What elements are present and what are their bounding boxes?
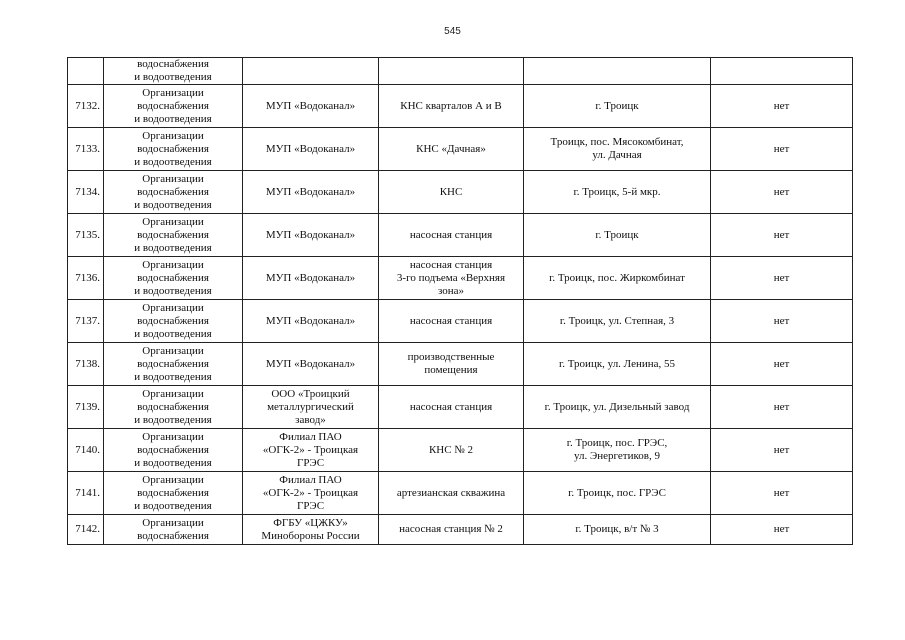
cell-text-line: МУП «Водоканал»	[265, 228, 356, 241]
owner-cell	[243, 429, 379, 472]
row-number-cell: 7136.	[68, 257, 104, 300]
cell-text-line: КНС	[439, 185, 463, 198]
cell-text-line: 3-го подъема «Верхняя	[396, 271, 506, 284]
value-cell: нет	[711, 343, 853, 386]
cell-text-line: Организации	[142, 172, 204, 185]
cell-text-line: водоснабжения	[137, 486, 209, 499]
cell-text-line: водоснабжения	[137, 99, 209, 112]
cell-text-line: водоснабжения	[137, 400, 209, 413]
row-number-cell: 7140.	[68, 429, 104, 472]
address-cell	[524, 128, 711, 171]
table-row	[68, 85, 853, 128]
owner-cell	[243, 515, 379, 545]
object-cell	[379, 214, 524, 257]
address-cell	[524, 85, 711, 128]
value-cell: нет	[711, 515, 853, 545]
cell-text-line: г. Троицк	[595, 228, 639, 241]
category-cell	[104, 171, 243, 214]
cell-text-line: Троицк, пос. Мясокомбинат,	[550, 136, 684, 148]
cell-text-line: ГРЭС	[296, 499, 325, 512]
cell-text-line: водоснабжения	[137, 185, 209, 198]
address-cell	[524, 58, 711, 85]
cell-text-line: ООО «Троицкий	[271, 387, 350, 400]
owner-cell	[243, 58, 379, 85]
cell-text-line: водоснабжения	[137, 529, 209, 542]
value-cell: нет	[711, 128, 853, 171]
row-number-cell: 7137.	[68, 300, 104, 343]
cell-text-line: Организации	[142, 516, 204, 529]
cell-text-line: и водоотведения	[134, 413, 212, 426]
owner-cell	[243, 343, 379, 386]
address-cell	[524, 171, 711, 214]
address-cell	[524, 386, 711, 429]
row-number-cell: 7135.	[68, 214, 104, 257]
category-cell	[104, 386, 243, 429]
cell-text-line: Минобороны России	[261, 529, 360, 542]
table-row	[68, 128, 853, 171]
cell-text-line: и водоотведения	[134, 284, 212, 297]
category-cell	[104, 429, 243, 472]
object-cell	[379, 515, 524, 545]
cell-text-line: МУП «Водоканал»	[265, 142, 356, 155]
value-cell: нет	[711, 214, 853, 257]
cell-text-line: помещения	[424, 364, 478, 376]
address-cell	[524, 472, 711, 515]
row-number-cell: 7134.	[68, 171, 104, 214]
cell-text-line: г. Троицк, ул. Ленина, 55	[558, 357, 675, 370]
cell-text-line: и водоотведения	[134, 71, 212, 83]
object-cell	[379, 85, 524, 128]
cell-text-line: зона»	[437, 284, 465, 297]
cell-text-line: водоснабжения	[137, 58, 209, 70]
owner-cell	[243, 171, 379, 214]
cell-text-line: МУП «Водоканал»	[265, 314, 356, 327]
cell-text-line: г. Троицк, пос. Жиркомбинат	[549, 271, 685, 284]
cell-text-line: ул. Энергетиков, 9	[574, 450, 660, 462]
object-cell	[379, 300, 524, 343]
object-cell	[379, 257, 524, 300]
cell-text-line: КНС № 2	[428, 443, 474, 456]
value-cell: нет	[711, 472, 853, 515]
row-number-cell: 7141.	[68, 472, 104, 515]
table-row	[68, 214, 853, 257]
value-cell: нет	[711, 429, 853, 472]
value-cell: нет	[711, 300, 853, 343]
owner-cell	[243, 214, 379, 257]
cell-text-line: Организации	[142, 258, 204, 271]
cell-text-line: Организации	[142, 473, 204, 486]
cell-text-line: насосная станция	[409, 228, 493, 241]
cell-text-line: г. Троицк	[595, 99, 639, 112]
cell-text-line: и водоотведения	[134, 327, 212, 340]
row-number-cell: 7138.	[68, 343, 104, 386]
cell-text-line: и водоотведения	[134, 112, 212, 125]
cell-text-line: МУП «Водоканал»	[265, 357, 356, 370]
row-number-cell: 7139.	[68, 386, 104, 429]
table-row	[68, 515, 853, 545]
address-cell	[524, 300, 711, 343]
cell-text-line: Организации	[142, 86, 204, 99]
owner-cell	[243, 128, 379, 171]
cell-text-line: КНС кварталов А и В	[400, 99, 502, 112]
cell-text-line: Организации	[142, 430, 204, 443]
cell-text-line: Организации	[142, 129, 204, 142]
address-cell	[524, 429, 711, 472]
value-cell: нет	[711, 85, 853, 128]
category-cell	[104, 128, 243, 171]
row-number-cell	[68, 58, 104, 85]
row-number-cell: 7132.	[68, 85, 104, 128]
cell-text-line: Организации	[142, 215, 204, 228]
cell-text-line: Организации	[142, 344, 204, 357]
table-row	[68, 343, 853, 386]
cell-text-line: Филиал ПАО	[279, 430, 342, 443]
cell-text-line: и водоотведения	[134, 370, 212, 383]
cell-text-line: артезианская скважина	[396, 486, 506, 499]
category-cell	[104, 515, 243, 545]
cell-text-line: г. Троицк, в/т № 3	[575, 523, 659, 535]
table-row	[68, 171, 853, 214]
row-number-cell: 7142.	[68, 515, 104, 545]
category-cell	[104, 257, 243, 300]
cell-text-line: и водоотведения	[134, 155, 212, 168]
address-cell	[524, 257, 711, 300]
object-cell	[379, 429, 524, 472]
cell-text-line: водоснабжения	[137, 314, 209, 327]
value-cell	[711, 58, 853, 85]
cell-text-line: ГРЭС	[296, 456, 325, 469]
address-cell	[524, 214, 711, 257]
category-cell	[104, 214, 243, 257]
registry-table	[67, 57, 853, 545]
cell-text-line: водоснабжения	[137, 271, 209, 284]
cell-text-line: ул. Дачная	[592, 149, 642, 161]
category-cell	[104, 58, 243, 85]
page-number: 545	[444, 26, 461, 37]
value-cell: нет	[711, 386, 853, 429]
cell-text-line: «ОГК-2» - Троицкая	[262, 486, 359, 499]
cell-text-line: и водоотведения	[134, 241, 212, 254]
row-number-cell: 7133.	[68, 128, 104, 171]
table-row	[68, 257, 853, 300]
cell-text-line: завод»	[295, 413, 326, 426]
cell-text-line: и водоотведения	[134, 198, 212, 211]
address-cell	[524, 515, 711, 545]
cell-text-line: МУП «Водоканал»	[265, 185, 356, 198]
value-cell: нет	[711, 171, 853, 214]
object-cell	[379, 343, 524, 386]
cell-text-line: г. Троицк, пос. ГРЭС	[568, 486, 666, 499]
address-cell	[524, 343, 711, 386]
owner-cell	[243, 85, 379, 128]
category-cell	[104, 85, 243, 128]
category-cell	[104, 300, 243, 343]
cell-text-line: МУП «Водоканал»	[265, 99, 356, 112]
cell-text-line: и водоотведения	[134, 499, 212, 512]
object-cell	[379, 128, 524, 171]
object-cell	[379, 171, 524, 214]
cell-text-line: Филиал ПАО	[279, 473, 342, 486]
owner-cell	[243, 386, 379, 429]
cell-text-line: насосная станция	[409, 314, 493, 327]
cell-text-line: и водоотведения	[134, 456, 212, 469]
owner-cell	[243, 300, 379, 343]
object-cell	[379, 386, 524, 429]
cell-text-line: металлургический	[267, 400, 354, 413]
cell-text-line: насосная станция	[409, 400, 493, 413]
object-cell	[379, 472, 524, 515]
owner-cell	[243, 257, 379, 300]
table-row	[68, 429, 853, 472]
object-cell	[379, 58, 524, 85]
cell-text-line: Организации	[142, 301, 204, 314]
cell-text-line: производственные	[407, 351, 495, 363]
cell-text-line: ФГБУ «ЦЖКУ»	[273, 516, 348, 529]
cell-text-line: водоснабжения	[137, 142, 209, 155]
cell-text-line: «ОГК-2» - Троицкая	[262, 443, 359, 456]
table-row	[68, 58, 853, 85]
cell-text-line: г. Троицк, пос. ГРЭС,	[566, 437, 668, 449]
cell-text-line: г. Троицк, ул. Степная, 3	[559, 314, 675, 327]
cell-text-line: МУП «Водоканал»	[265, 271, 356, 284]
table-row	[68, 386, 853, 429]
cell-text-line: водоснабжения	[137, 357, 209, 370]
cell-text-line: Организации	[142, 387, 204, 400]
table-row	[68, 472, 853, 515]
owner-cell	[243, 472, 379, 515]
cell-text-line: г. Троицк, ул. Дизельный завод	[544, 400, 690, 413]
cell-text-line: водоснабжения	[137, 228, 209, 241]
cell-text-line: насосная станция № 2	[399, 523, 503, 535]
category-cell	[104, 343, 243, 386]
category-cell	[104, 472, 243, 515]
cell-text-line: КНС «Дачная»	[416, 142, 486, 155]
table-row	[68, 300, 853, 343]
cell-text-line: насосная станция	[409, 258, 493, 271]
registry-table-body	[68, 58, 853, 545]
cell-text-line: г. Троицк, 5-й мкр.	[573, 185, 661, 198]
cell-text-line: водоснабжения	[137, 443, 209, 456]
value-cell: нет	[711, 257, 853, 300]
